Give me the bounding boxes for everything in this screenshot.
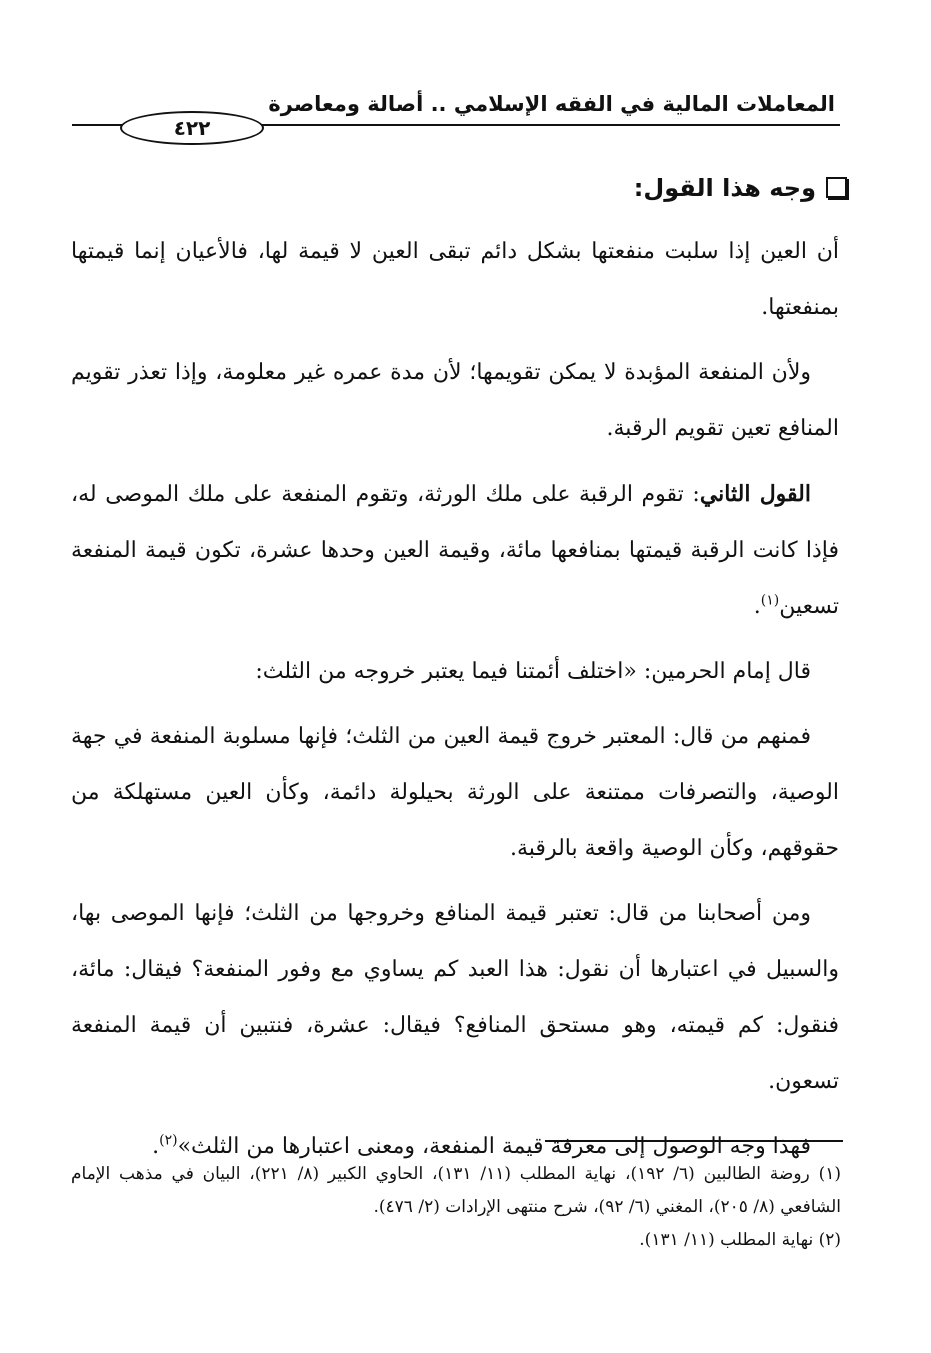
paragraph-3-end: .	[753, 594, 761, 619]
paragraph-4: قال إمام الحرمين: «اختلف أئمتنا فيما يعتبر خروجه من الثلث:	[255, 659, 811, 684]
paragraph-7-text: فهذا وجه الوصول إلى معرفة قيمة المنفعة، ومعنى اعتبارها من الثلث»	[177, 1134, 811, 1159]
paragraph-2: ولأن المنفعة المؤبدة لا يمكن تقويمها؛ لأن مدة عمره غير معلومة، وإذا تعذر تقويم المنافع تعين تقويم الرقبة.	[71, 360, 839, 441]
footnotes	[71, 1158, 841, 1257]
paragraph-5: فمنهم من قال: المعتبر خروج قيمة العين من الثلث؛ فإنها مسلوبة المنفعة في جهة الوصية، والتصرفات ممتنعة على الورثة بحيلولة دائمة، وكأن العين مستهلكة من حقوقهم، وكأن الوصية واقعة بالرقبة.	[71, 724, 839, 861]
body-text	[71, 224, 839, 1184]
second-opinion-label: القول الثاني	[699, 481, 811, 507]
footnote-ref-2: (٢)	[159, 1132, 178, 1149]
page-number-badge: ٤٢٢	[120, 111, 264, 145]
paragraph-7-end: .	[152, 1134, 160, 1159]
square-bullet-icon	[826, 177, 847, 198]
footnote-2: (٢) نهاية المطلب (١١/ ١٣١).	[639, 1230, 841, 1250]
section-heading-text: وجه هذا القول:	[633, 174, 816, 202]
paragraph-1: أن العين إذا سلبت منفعتها بشكل دائم تبقى العين لا قيمة لها، فالأعيان إنما قيمتها بمنفعتها.	[71, 239, 839, 320]
section-heading	[634, 170, 847, 206]
paragraph-3	[71, 466, 839, 635]
footnote-ref-1: (١)	[760, 592, 780, 609]
running-title: المعاملات المالية في الفقه الإسلامي .. أصالة ومعاصرة	[268, 92, 835, 116]
paragraph-6: ومن أصحابنا من قال: تعتبر قيمة المنافع وخروجها من الثلث؛ فإنها الموصى بها، والسبيل في اعتبارها أن نقول: هذا العبد كم يساوي مع وفور المنفعة؟ فيقال: مائة، فنقول: كم قيمته، وهو مستحق المنافع؟ فيقال: عشرة، فنتبين أن قيمة المنفعة تسعون.	[71, 901, 839, 1094]
paragraph-3-text: : تقوم الرقبة على ملك الورثة، وتقوم المنفعة على ملك الموصى له، فإذا كانت الرقبة قيمتها بمنافعها مائة، وقيمة العين وحدها عشرة، تكون قيمة المنفعة تسعين	[71, 482, 839, 619]
footnote-1: (١) روضة الطالبين (٦/ ١٩٢)، نهاية المطلب (١١/ ١٣١)، الحاوي الكبير (٨/ ٢٢١)، البيان في مذهب الإمام الشافعي (٨/ ٢٠٥)، المغني (٦/ ٩٢)، شرح منتهى الإرادات (٢/ ٤٧٦).	[71, 1164, 841, 1217]
footnote-rule	[545, 1140, 843, 1142]
